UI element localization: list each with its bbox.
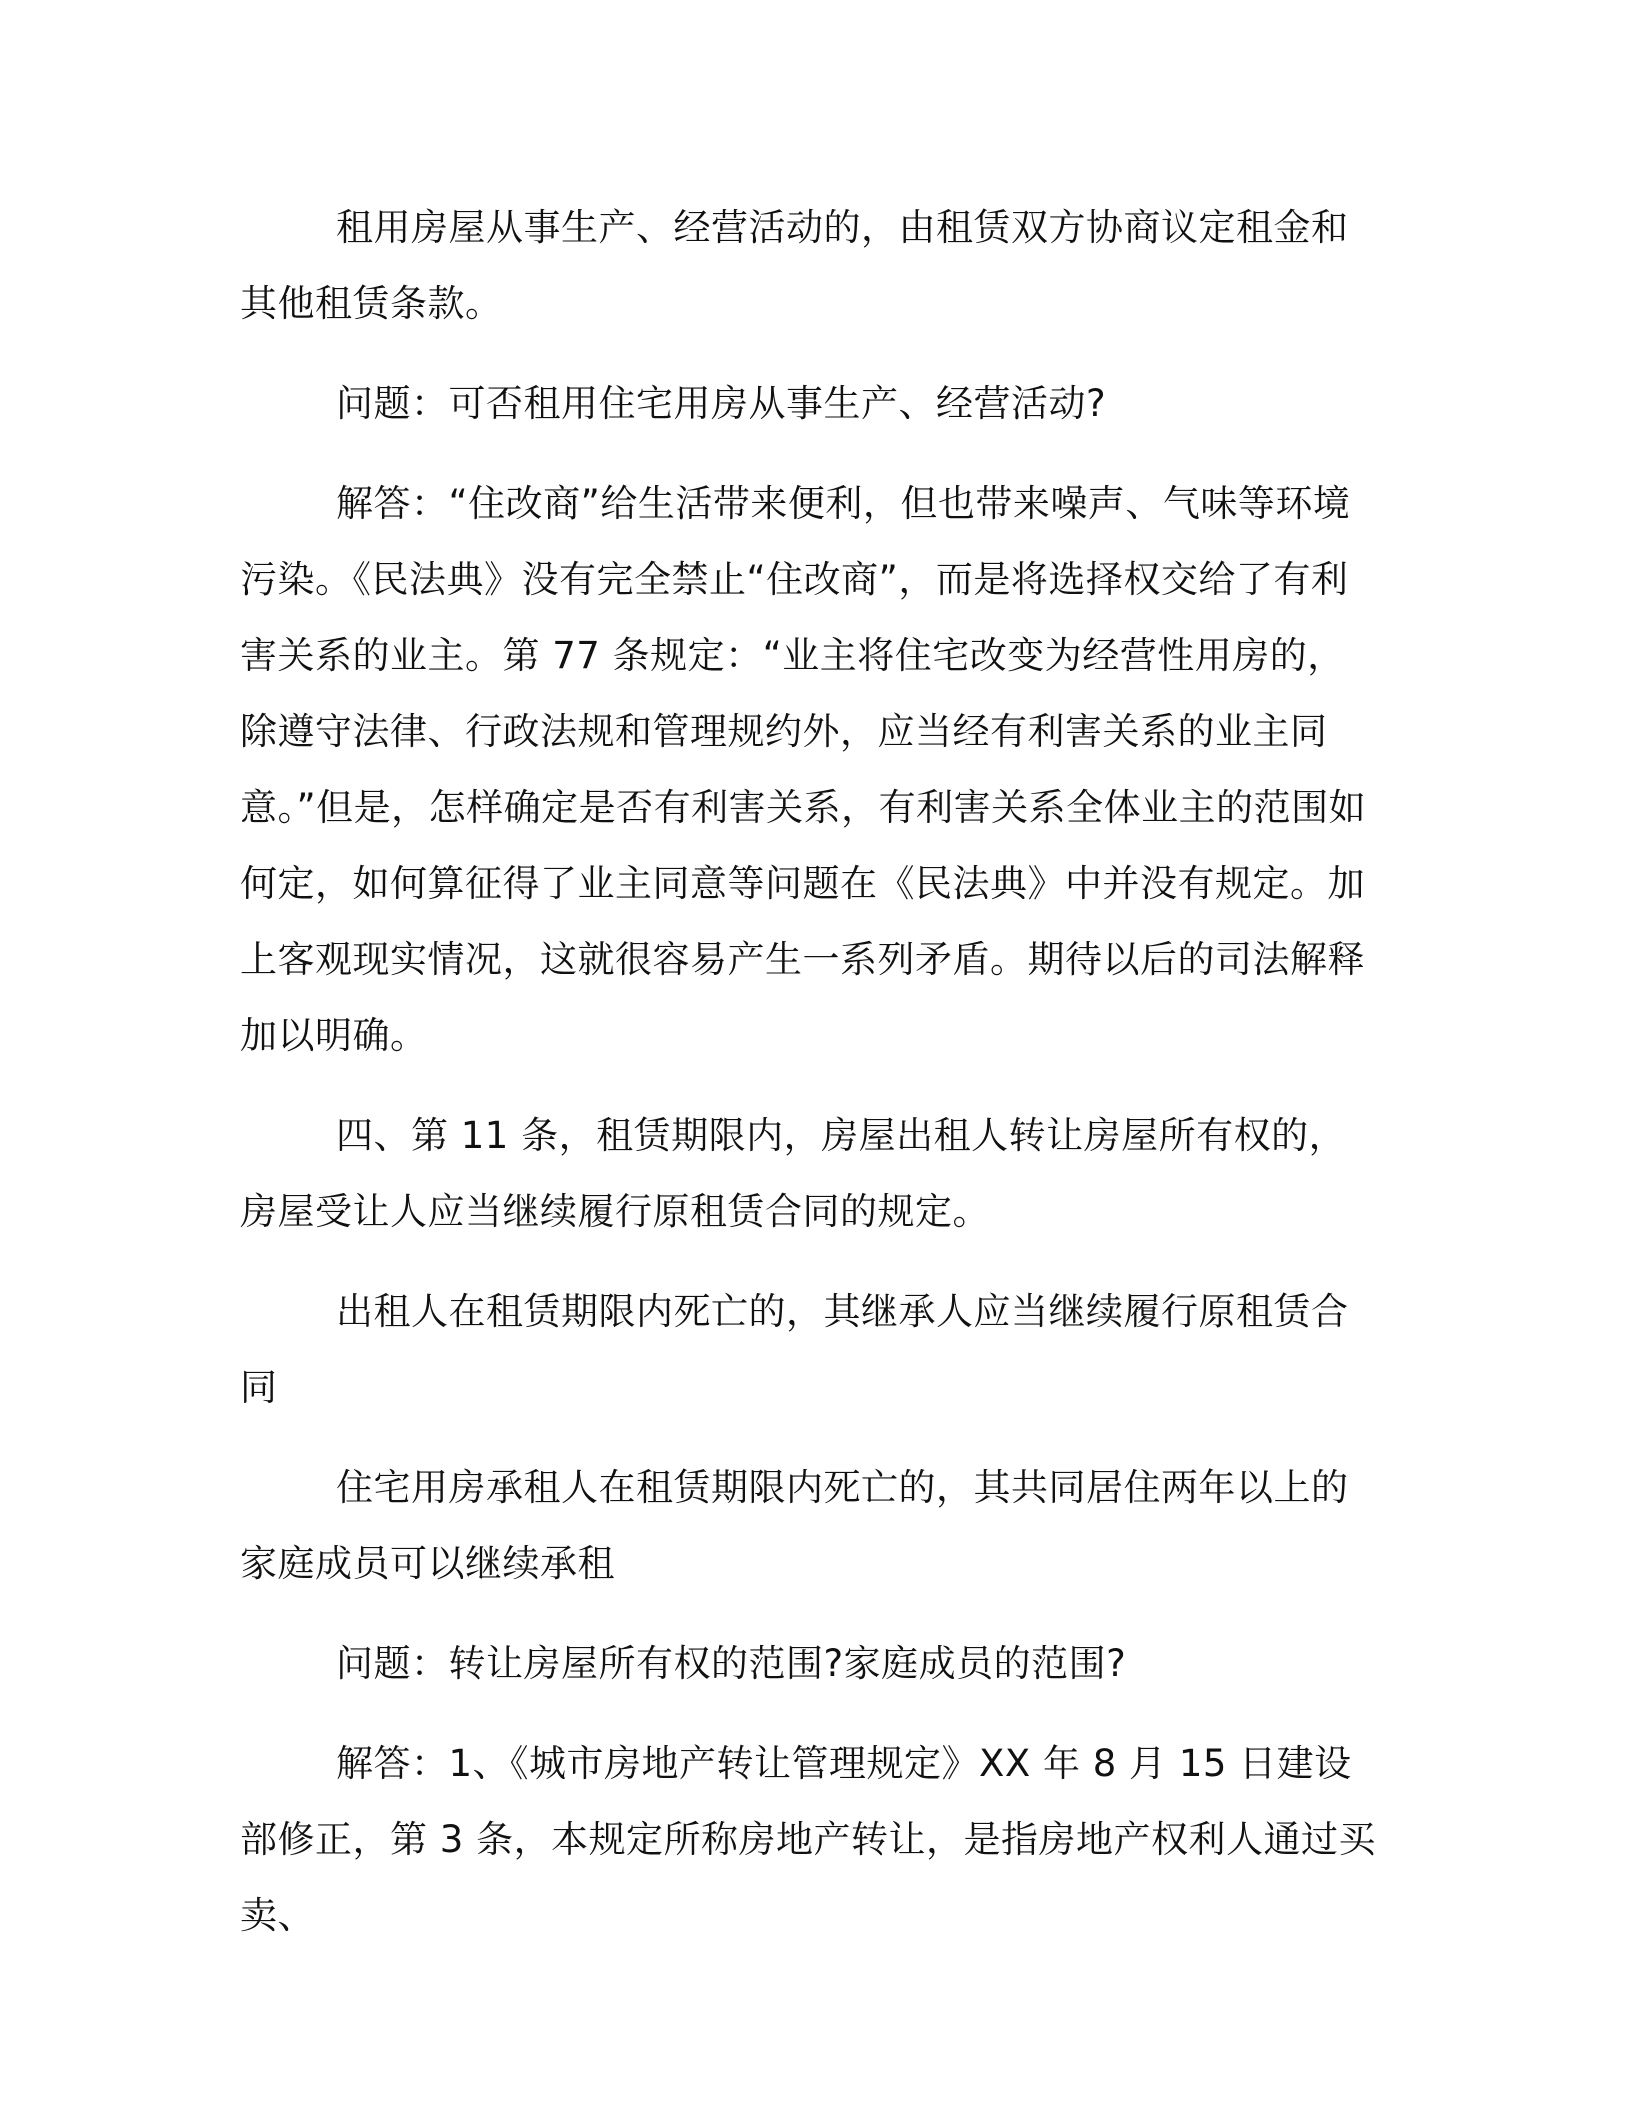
paragraph-article-11: 四、第 11 条，租赁期限内，房屋出租人转让房屋所有权的，房屋受让人应当继续履行原租赁合同的规定。 bbox=[240, 1114, 1347, 1233]
paragraph-answer-2: 解答：1、《城市房地产转让管理规定》XX 年 8 月 15 日建设部修正，第 3 条，本规定所称房地产转让，是指房地产权利人通过买卖、 bbox=[240, 1742, 1377, 1937]
paragraph-answer-1: 解答：“住改商”给生活带来便利，但也带来噪声、气味等环境污染。《民法典》没有完全禁止“住改商”，而是将选择权交给了有利害关系的业主。第 77 条规定：“业主将住宅改变为经营性用房的，除遵守法律、行政法规和管理规约外，应当经有利害关系的业主同意。”但是，怎样确定是否有利害关系，有利害关系全体业主的范围如何定，如何算征得了业主同意等问题在《民法典》中并没有规定。加上客观现实情况，这就很容易产生一系列矛盾。期待以后的司法解释加以明确。 bbox=[240, 482, 1367, 1057]
paragraph-question-2: 问题：转让房屋所有权的范围?家庭成员的范围? bbox=[336, 1642, 1127, 1685]
paragraph-rent-negotiation: 租用房屋从事生产、经营活动的，由租赁双方协商议定租金和其他租赁条款。 bbox=[240, 206, 1349, 325]
paragraph-lessee-death: 住宅用房承租人在租赁期限内死亡的，其共同居住两年以上的家庭成员可以继续承租 bbox=[240, 1466, 1349, 1585]
paragraph-lessor-death: 出租人在租赁期限内死亡的，其继承人应当继续履行原租赁合同 bbox=[240, 1290, 1349, 1409]
document-body bbox=[240, 190, 1380, 1978]
paragraph-question-1: 问题：可否租用住宅用房从事生产、经营活动? bbox=[336, 382, 1107, 425]
